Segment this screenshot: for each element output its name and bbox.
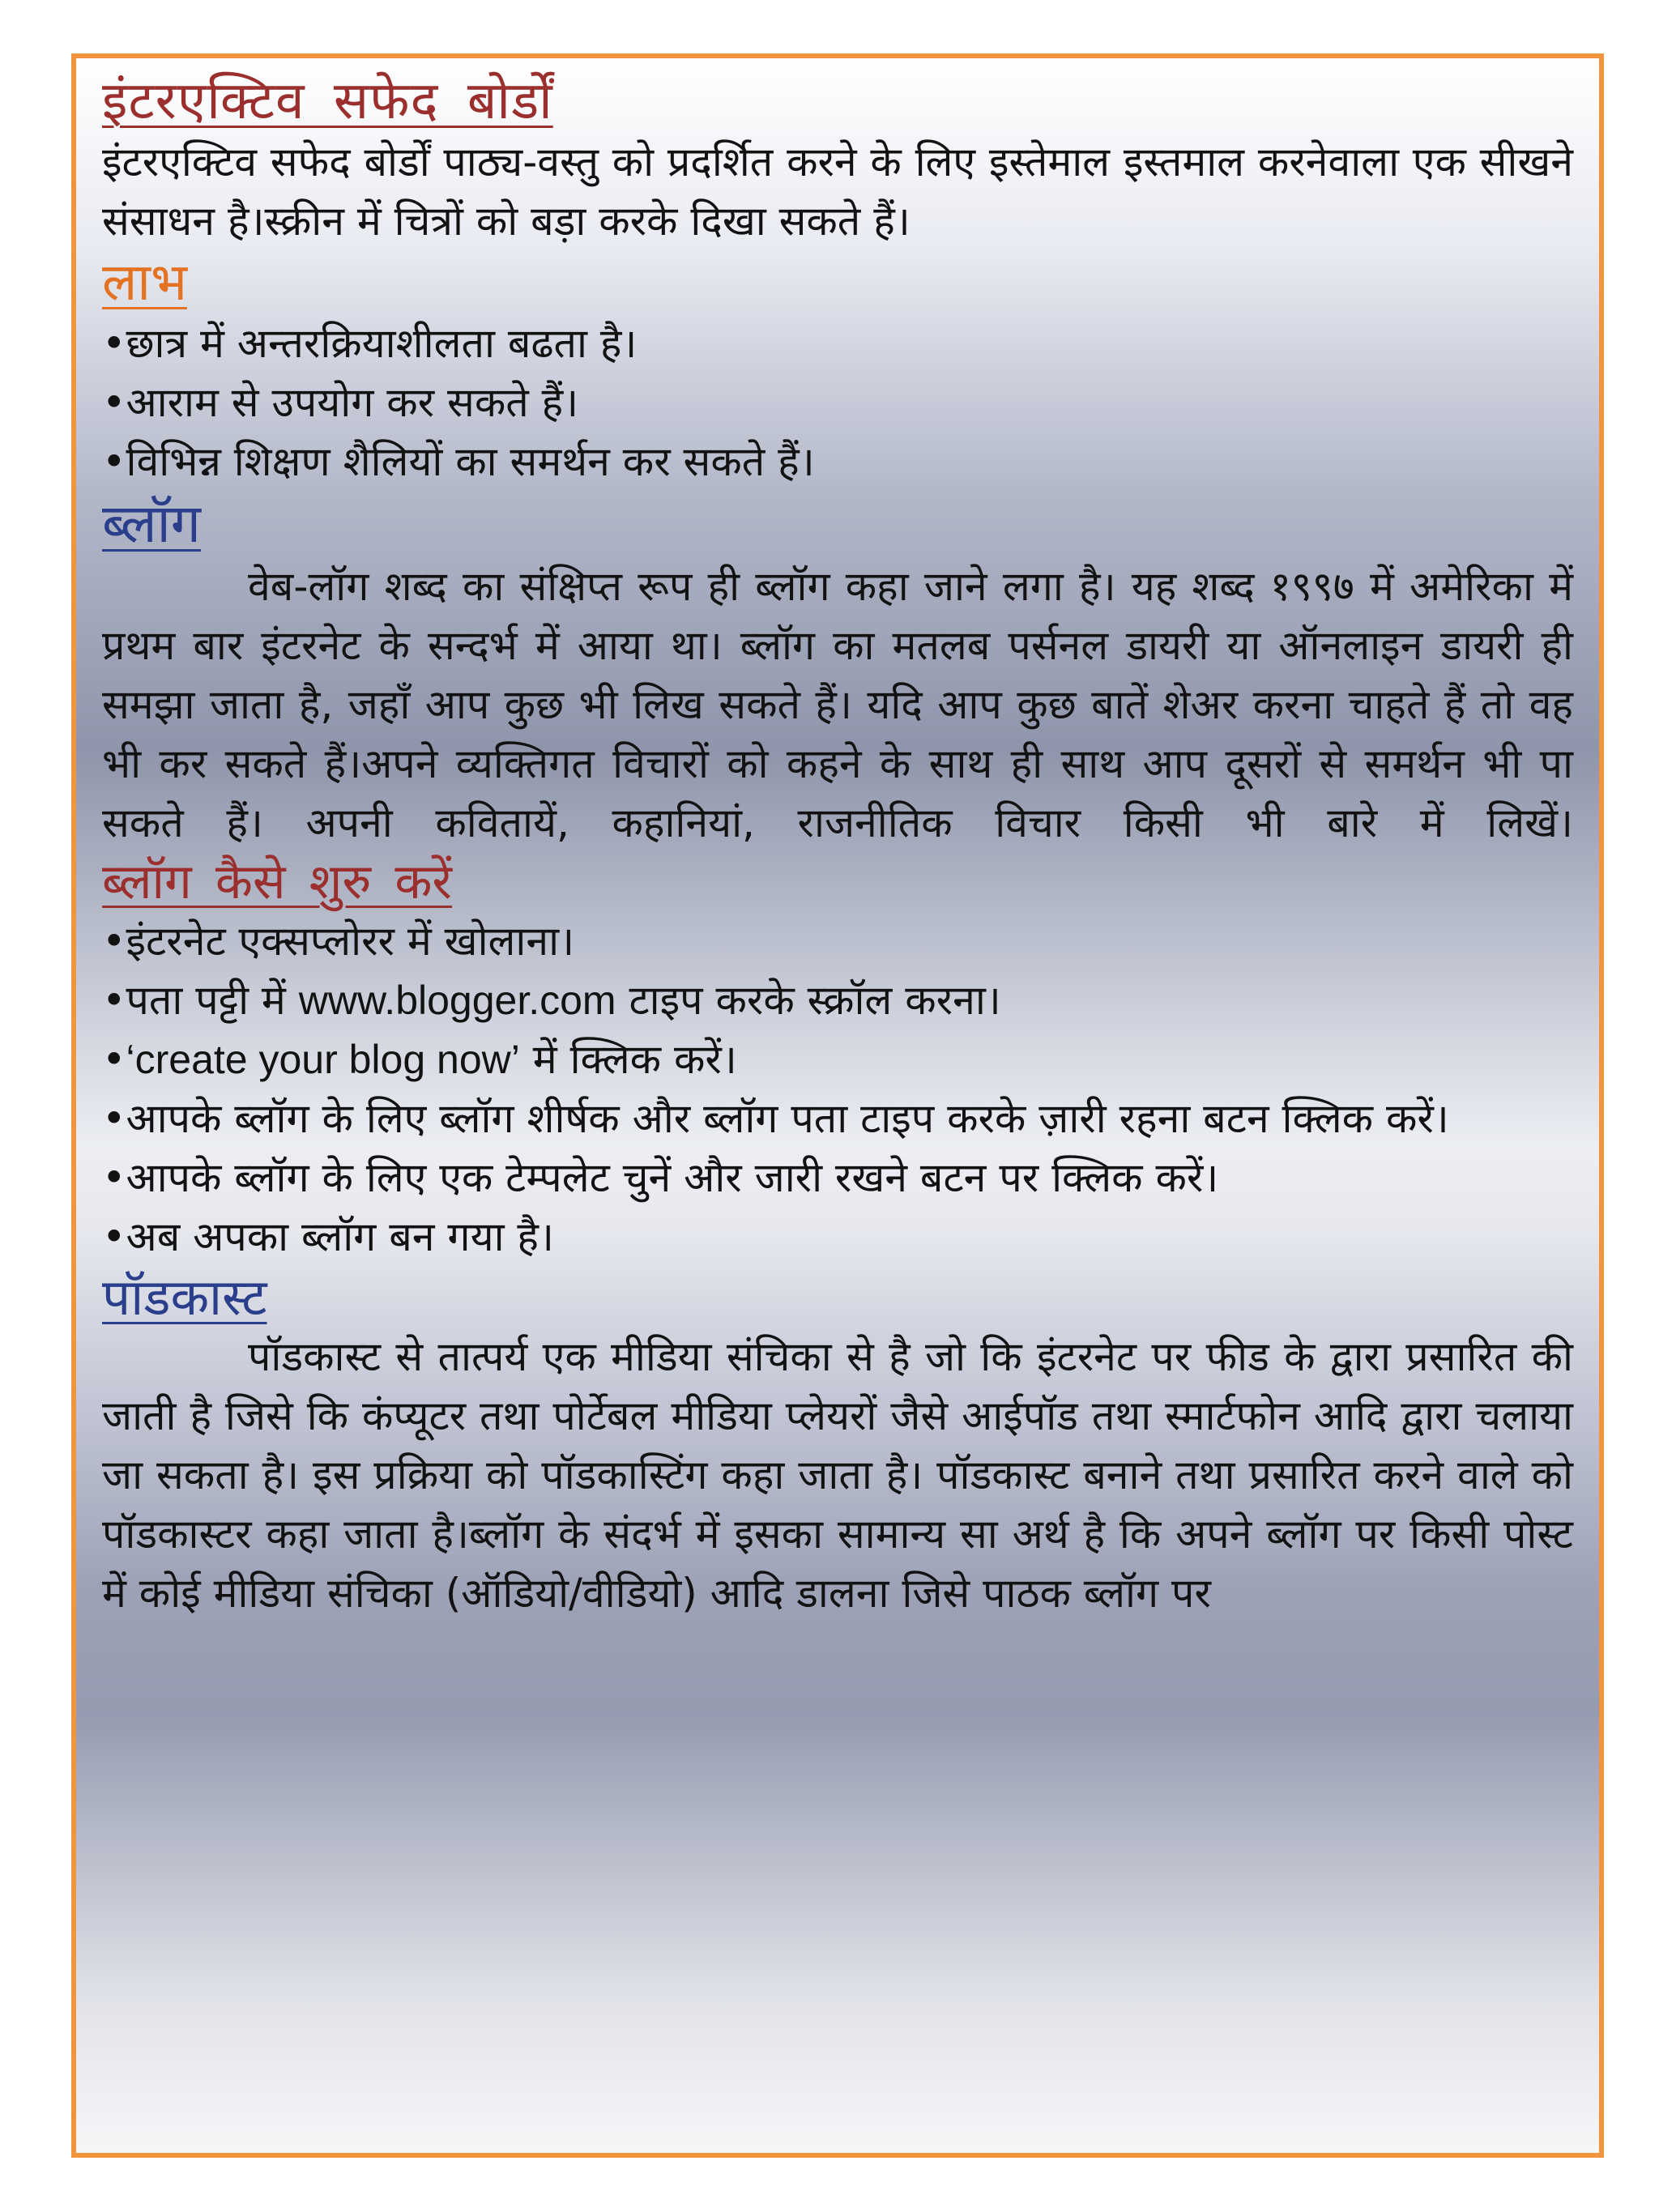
benefit-item: •विभिन्न शिक्षण शैलियों का समर्थन कर सकते हैं। bbox=[102, 438, 815, 486]
blogger-url: www.blogger.com bbox=[298, 977, 616, 1023]
heading-how-to-start-blog: ब्लॉग कैसे शुरु करें bbox=[102, 853, 452, 910]
benefit-item: •छात्र में अन्तरक्रियाशीलता बढता है। bbox=[102, 320, 638, 368]
blog-paragraph: वेब-लॉग शब्द का संक्षिप्त रूप ही ब्लॉग कहा जाने लगा है। यह शब्द १९९७ में अमेरिका में प्रथम बार इंटरनेट के सन्दर्भ में आया था। ब्लॉग का मतलब पर्सनल डायरी या ऑनलाइन डायरी ही समझा जाता है, जहाँ आप कुछ भी लिख सकते हैं। यदि आप कुछ बातें शेअर करना चाहते हैं तो वह भी कर सकते हैं।अपने व्यक्तिगत विचारों को कहने के साथ ही साथ आप दूसरों से समर्थन भी पा सकते हैं। अपनी कवितायें, कहानियां, राजनीतिक विचार किसी भी बारे में लिखें। bbox=[102, 562, 1573, 846]
blog-step-4: •आपके ब्लॉग के लिए ब्लॉग शीर्षक और ब्लॉग पता टाइप करके ज़ारी रहना बटन क्लिक करें। bbox=[102, 1094, 1449, 1142]
slide-frame bbox=[71, 53, 1604, 2158]
step2-suffix: टाइप करके स्क्रॉल करना। bbox=[616, 976, 1001, 1024]
heading-podcast: पॉडकास्ट bbox=[102, 1267, 267, 1327]
step2-prefix: •पता पट्टी में bbox=[102, 976, 299, 1024]
heading-benefits: लाभ bbox=[102, 253, 187, 313]
blog-step-1: •इंटरनेट एक्सप्लोरर में खोलाना। bbox=[102, 917, 575, 965]
slide-content bbox=[102, 70, 1573, 2137]
step3-prefix: • bbox=[102, 1035, 126, 1083]
blog-step-2 bbox=[102, 971, 1573, 1030]
heading-interactive-whiteboard: इंटरएक्टिव सफेद बोर्डों bbox=[102, 71, 553, 131]
whiteboard-paragraph: इंटरएक्टिव सफेद बोर्डों पाठ्य-वस्तु को प्रदर्शित करने के लिए इस्तेमाल इस्तमाल करनेवाला एक सीखने संसाधन है।स्क्रीन में चित्रों को बड़ा करके दिखा सकते हैं। bbox=[102, 139, 1573, 245]
blog-step-3 bbox=[102, 1030, 1573, 1089]
podcast-paragraph: पॉडकास्ट से तात्पर्य एक मीडिया संचिका से है जो कि इंटरनेट पर फीड के द्वारा प्रसारित की जाती है जिसे कि कंप्यूटर तथा पोर्टेबल मीडिया प्लेयरों जैसे आईपॉड तथा स्मार्टफोन आदि द्वारा चलाया जा सकता है। इस प्रक्रिया को पॉडकास्टिंग कहा जाता है। पॉडकास्ट बनाने तथा प्रसारित करने वाले को पॉडकास्टर कहा जाता है।ब्लॉग के संदर्भ में इसका सामान्य सा अर्थ है कि अपने ब्लॉग पर किसी पोस्ट में कोई मीडिया संचिका (ऑडियो/वीडियो) आदि डालना जिसे पाठक ब्लॉग पर bbox=[102, 1333, 1573, 1617]
create-blog-quote: ‘create your blog now’ bbox=[126, 1036, 520, 1082]
step3-suffix: में क्लिक करें। bbox=[519, 1035, 737, 1083]
blog-step-5: •आपके ब्लॉग के लिए एक टेम्पलेट चुनें और जारी रखने बटन पर क्लिक करें। bbox=[102, 1153, 1219, 1201]
blog-step-6: •अब अपका ब्लॉग बन गया है। bbox=[102, 1213, 554, 1260]
heading-blog: ब्लॉग bbox=[102, 492, 201, 556]
benefit-item: •आराम से उपयोग कर सकते हैं। bbox=[102, 379, 579, 427]
